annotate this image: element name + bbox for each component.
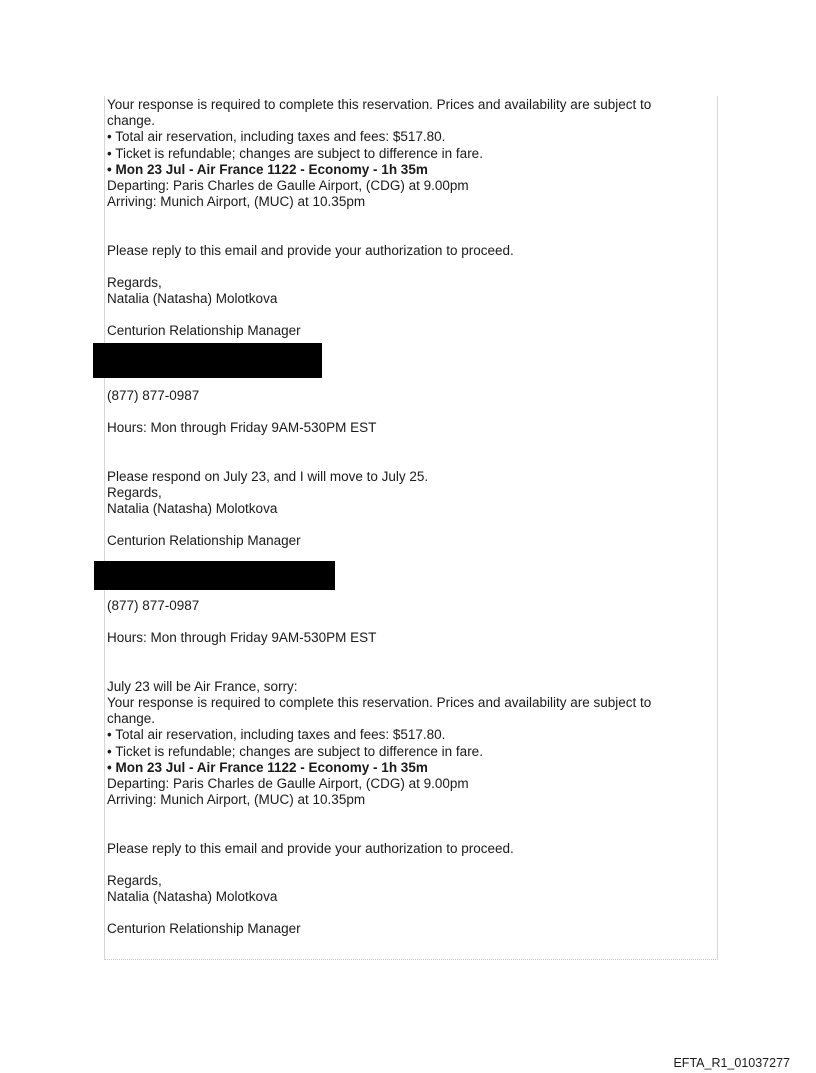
phone-number: (877) 877-0987 [107,598,200,613]
bullet-refund: • Ticket is refundable; changes are subject to difference in fare. [107,146,483,161]
arriving-line: Arriving: Munich Airport, (MUC) at 10.35pm [107,194,366,209]
email-body-frame [104,96,718,960]
air-france-note: July 23 will be Air France, sorry: [107,679,298,694]
office-hours: Hours: Mon through Friday 9AM-530PM EST [107,420,377,435]
reply-request: Please reply to this email and provide your authorization to proceed. [107,841,514,856]
departing-line: Departing: Paris Charles de Gaulle Airport, (CDG) at 9.00pm [107,776,469,791]
sender-name: Natalia (Natasha) Molotkova [107,889,278,904]
sender-title: Centurion Relationship Manager [107,323,301,338]
redaction-box [93,343,322,378]
sender-name: Natalia (Natasha) Molotkova [107,501,278,516]
intro-line-1: Your response is required to complete this reservation. Prices and availability are subject to [107,97,652,112]
bullet-flight: • Mon 23 Jul - Air France 1122 - Economy - 1h 35m [107,162,428,177]
office-hours: Hours: Mon through Friday 9AM-530PM EST [107,630,377,645]
respond-note: Please respond on July 23, and I will move to July 25. [107,469,429,484]
regards: Regards, [107,275,162,290]
bullet-refund: • Ticket is refundable; changes are subject to difference in fare. [107,744,483,759]
regards: Regards, [107,873,162,888]
bullet-flight: • Mon 23 Jul - Air France 1122 - Economy - 1h 35m [107,760,428,775]
bullet-total: • Total air reservation, including taxes and fees: $517.80. [107,727,446,742]
sender-title: Centurion Relationship Manager [107,533,301,548]
reply-request: Please reply to this email and provide your authorization to proceed. [107,243,514,258]
regards: Regards, [107,485,162,500]
document-id: EFTA_R1_01037277 [673,1056,790,1070]
phone-number: (877) 877-0987 [107,388,200,403]
sender-title: Centurion Relationship Manager [107,921,301,936]
intro-line-2: change. [107,113,156,128]
sender-name: Natalia (Natasha) Molotkova [107,291,278,306]
arriving-line: Arriving: Munich Airport, (MUC) at 10.35pm [107,792,366,807]
departing-line: Departing: Paris Charles de Gaulle Airport, (CDG) at 9.00pm [107,178,469,193]
bullet-total: • Total air reservation, including taxes and fees: $517.80. [107,129,446,144]
intro-line-1: Your response is required to complete this reservation. Prices and availability are subject to [107,695,652,710]
redaction-box [94,561,335,590]
intro-line-2: change. [107,711,156,726]
